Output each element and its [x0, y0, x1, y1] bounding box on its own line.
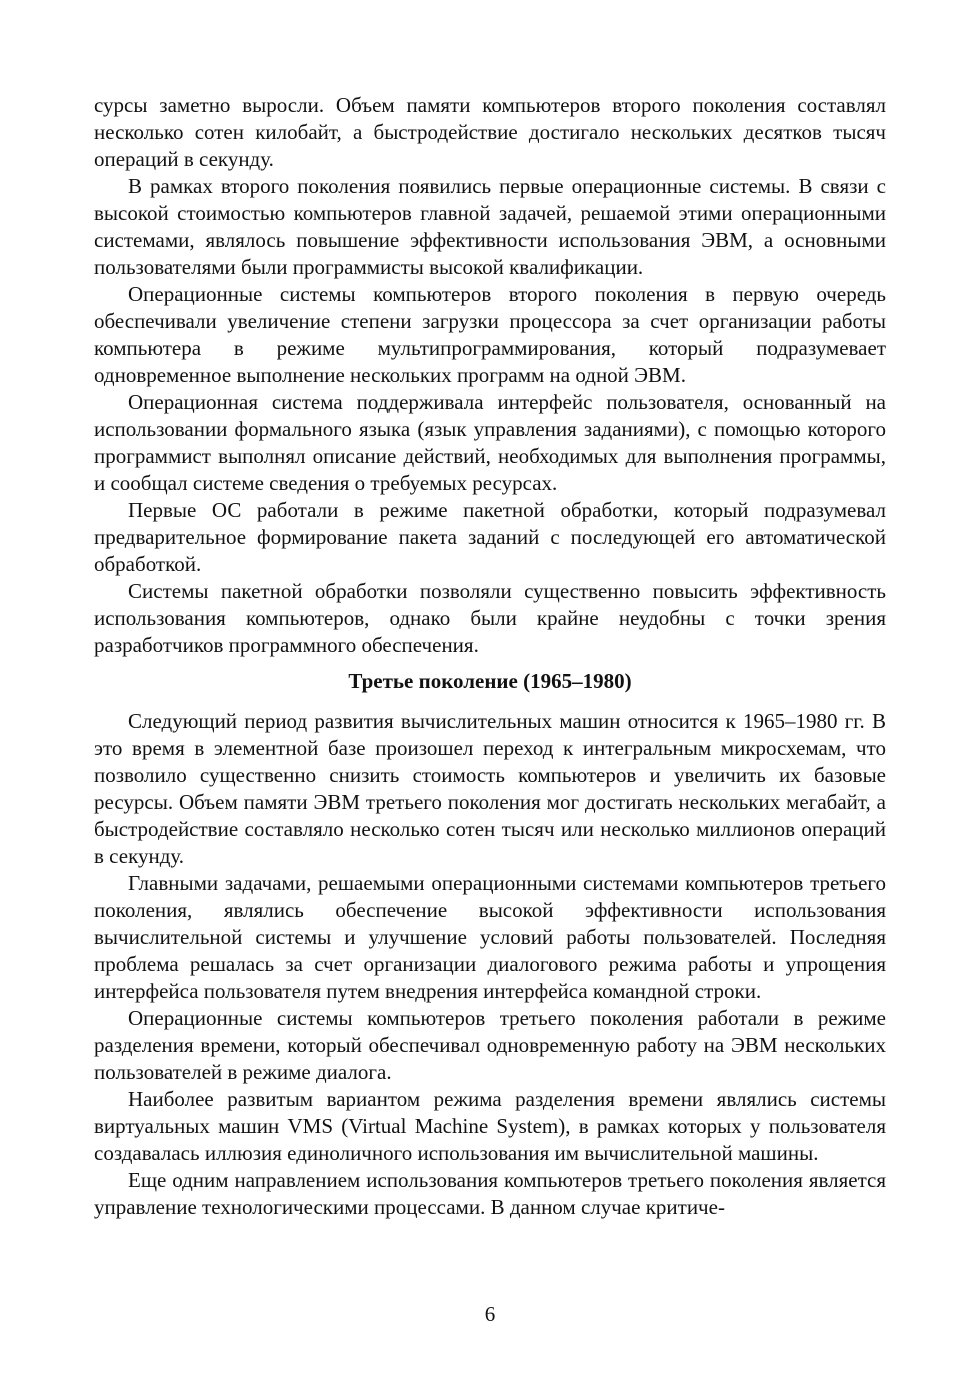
- paragraph: Операционная система поддерживала интерфейс пользователя, основанный на использовании формального языка (язык управления заданиями), с помощью которого программист выполнял описание действий, необходимых для выполнения программы, и сообщал системе сведения о требуемых ресурсах.: [94, 390, 886, 495]
- page-number: 6: [484, 1302, 496, 1326]
- document-page: [94, 92, 886, 1221]
- paragraph-continued: сурсы заметно выросли. Объем памяти компьютеров второго поколения составлял несколько сотен килобайт, а быстродействие достигало нескольких десятков тысяч операций в секунду.: [94, 93, 886, 171]
- section-title: Третье поколение (1965–1980): [348, 669, 632, 693]
- paragraph: Операционные системы компьютеров второго поколения в первую очередь обеспечивали увеличение степени загрузки процессора за счет организации работы компьютера в режиме мультипрограммирования, который подразумевает одновременное выполнение нескольких программ на одной ЭВМ.: [94, 282, 886, 387]
- paragraph: Наиболее развитым вариантом режима разделения времени являлись системы виртуальных машин VMS (Virtual Machine System), в рамках которых у пользователя создавалась иллюзия единоличного использования им вычислительной машины.: [94, 1087, 886, 1165]
- paragraph: Операционные системы компьютеров третьего поколения работали в режиме разделения времени, который обеспечивал одновременную работу на ЭВМ нескольких пользователей в режиме диалога.: [94, 1006, 886, 1084]
- paragraph: В рамках второго поколения появились первые операционные системы. В связи с высокой стоимостью компьютеров главной задачей, решаемой этими операционными системами, являлось повышение эффективности использования ЭВМ, а основными пользователями были программисты высокой квалификации.: [94, 174, 886, 279]
- paragraph: Системы пакетной обработки позволяли существенно повысить эффективность использования компьютеров, однако были крайне неудобны с точки зрения разработчиков программного обеспечения.: [94, 579, 886, 657]
- paragraph: Первые ОС работали в режиме пакетной обработки, который подразумевал предварительное формирование пакета заданий с последующей его автоматической обработкой.: [94, 498, 886, 576]
- paragraph: Главными задачами, решаемыми операционными системами компьютеров третьего поколения, являлись обеспечение высокой эффективности использования вычислительной системы и улучшение условий работы пользователей. Последняя проблема решалась за счет организации диалогового режима работы и упрощения интерфейса пользователя путем внедрения интерфейса командной строки.: [94, 871, 886, 1003]
- paragraph: Следующий период развития вычислительных машин относится к 1965–1980 гг. В это время в элементной базе произошел переход к интегральным микросхемам, что позволило существенно снизить стоимость компьютеров и увеличить их базовые ресурсы. Объем памяти ЭВМ третьего поколения мог достигать нескольких мегабайт, а быстродействие составляло несколько сотен тысяч или несколько миллионов операций в секунду.: [94, 709, 886, 868]
- paragraph: Еще одним направлением использования компьютеров третьего поколения является управление технологическими процессами. В данном случае критиче-: [94, 1168, 886, 1219]
